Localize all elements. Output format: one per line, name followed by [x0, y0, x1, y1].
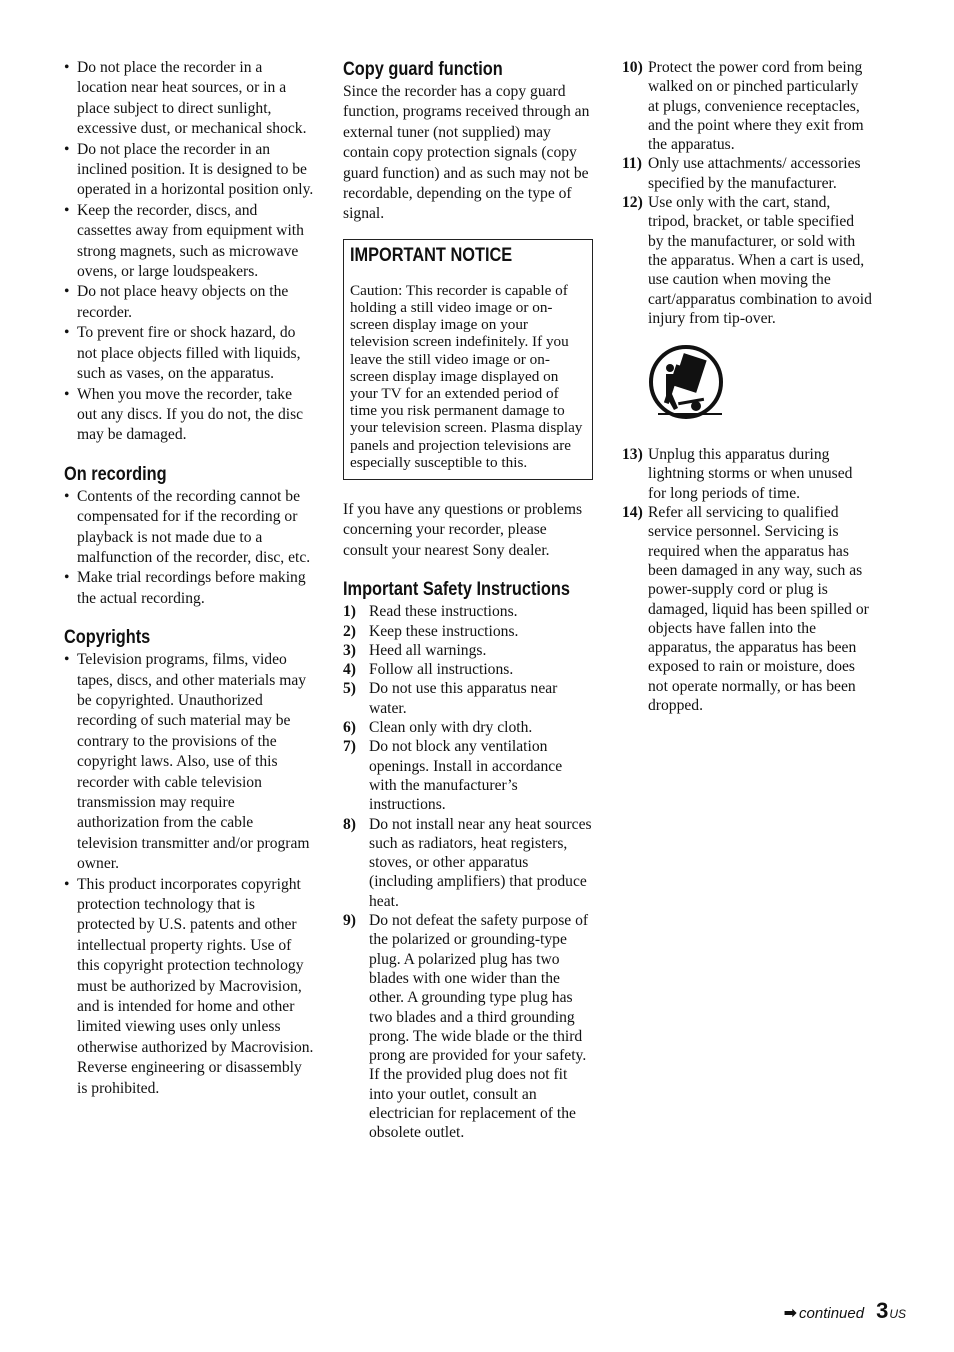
list-item: • Contents of the recording cannot be compensated for if the recording or playback is not made due to a malfunction of the recorder, disc, etc.: [64, 487, 314, 569]
copy-guard-text: Since the recorder has a copy guard function, programs received through an external tuner (not supplied) may contain copy protection signals (copy guard function) and as such may not be recordable, depending on the type of signal.: [343, 83, 590, 223]
copyrights-heading: Copyrights: [64, 627, 151, 649]
list-item: 11) Only use attachments/ accessories specified by the manufacturer.: [622, 155, 861, 192]
safety-list-continued: [622, 58, 872, 328]
important-notice-heading: IMPORTANT NOTICE: [350, 244, 513, 266]
list-item: 7) Do not block any ventilation openings. Install in accordance with the manufacturer’s instructions.: [343, 738, 563, 814]
safety-list: [343, 602, 593, 1142]
page-suffix: US: [889, 1307, 906, 1321]
column-middle: [343, 58, 593, 1143]
continued-label: continued: [799, 1305, 865, 1322]
safety-list-continued-2: [622, 445, 872, 715]
list-item: 8) Do not install near any heat sources such as radiators, heat registers, stoves, or other apparatus (including amplifiers) that produce heat.: [343, 815, 592, 910]
important-notice-box: [343, 239, 593, 480]
copyrights-list: [64, 650, 314, 1099]
cart-tipover-warning-icon: [648, 344, 728, 424]
list-item: • Make trial recordings before making the actual recording.: [64, 568, 314, 609]
list-item: • Do not place heavy objects on the recorder.: [64, 282, 314, 323]
list-item: • Television programs, films, video tapes, discs, and other materials may be copyrighted. Unauthorized recording of such material may be contrary to the provisions of the copyright laws. Also, use of this recorder with cable television transmission may require authorization from the cable television transmitter and/or program owner.: [64, 650, 314, 874]
important-notice-text: Caution: This recorder is capable of holding a still video image or on-screen display image on your television screen indefinitely. If you leave the still video image or on-screen display image displayed on your TV for an extended period of time you risk permanent damage to your television screen. Plasma display panels and projection televisions are especially susceptible to this.: [350, 281, 583, 471]
questions-text: If you have any questions or problems concerning your recorder, please consult your nearest Sony dealer.: [343, 501, 583, 559]
copy-guard-heading: Copy guard function: [343, 59, 503, 80]
list-item: 14) Refer all servicing to qualified service personnel. Servicing is required when the apparatus has been damaged in any way, such as power-supply cord or plug is damaged, liquid has been spilled or objects have fallen into the apparatus, the apparatus has been exposed to rain or moisture, does not operate normally, or has been dropped.: [622, 504, 869, 715]
list-item: 10) Protect the power cord from being walked on or pinched particularly at plugs, convenience receptacles, and the point where they exit from the apparatus.: [622, 59, 864, 154]
page-footer: [784, 1298, 906, 1324]
list-item: 1) Read these instructions.: [343, 603, 518, 621]
page-number: 3: [876, 1298, 889, 1323]
list-item: • When you move the recorder, take out any discs. If you do not, the disc may be damaged.: [64, 385, 314, 446]
list-item: 12) Use only with the cart, stand, tripod, bracket, or table specified by the manufacturer, or sold with the apparatus. When a cart is used, use caution when moving the cart/apparatus combination to avoid injury from tip-over.: [622, 194, 872, 327]
list-item: 9) Do not defeat the safety purpose of the polarized or grounding-type plug. A polarized plug has two blades with one wider than the other. A grounding type plug has two blades and a third grounding prong. The wide blade or the third prong are provided for your safety. If the provided plug does not fit into your outlet, consult an electrician for replacement of the obsolete outlet.: [343, 912, 589, 1142]
list-item: 2) Keep these instructions.: [343, 622, 519, 640]
on-recording-list: [64, 487, 314, 609]
column-left: [64, 58, 314, 1099]
list-item: 4) Follow all instructions.: [343, 661, 514, 679]
list-item: • Do not place the recorder in a location near heat sources, or in a place subject to direct sunlight, excessive dust, or mechanical shock.: [64, 58, 314, 140]
list-item: • Do not place the recorder in an inclined position. It is designed to be operated in a horizontal position only.: [64, 140, 314, 201]
list-item: • Keep the recorder, discs, and cassettes away from equipment with strong magnets, such as microwave ovens, or large loudspeakers.: [64, 201, 314, 283]
list-item: • To prevent fire or shock hazard, do not place objects filled with liquids, such as vases, on the apparatus.: [64, 323, 314, 384]
list-item: 5) Do not use this apparatus near water.: [343, 680, 558, 717]
column-right: [622, 58, 872, 715]
list-item: 3) Heed all warnings.: [343, 641, 487, 659]
on-recording-heading: On recording: [64, 463, 167, 485]
arrow-right-icon: ➡: [783, 1303, 798, 1322]
safety-heading: Important Safety Instructions: [343, 579, 570, 601]
list-item: • This product incorporates copyright protection technology that is protected by U.S. patents and other intellectual property rights. Use of this copyright protection technology must be authorized by Macrovision, and is intended for home and other limited viewing uses only unless otherwise authorized by Macrovision. Reverse engineering or disassembly is prohibited.: [64, 875, 314, 1099]
placement-list: [64, 58, 314, 446]
list-item: 13) Unplug this apparatus during lightning storms or when unused for long periods of time.: [622, 446, 853, 502]
list-item: 6) Clean only with dry cloth.: [343, 719, 533, 737]
